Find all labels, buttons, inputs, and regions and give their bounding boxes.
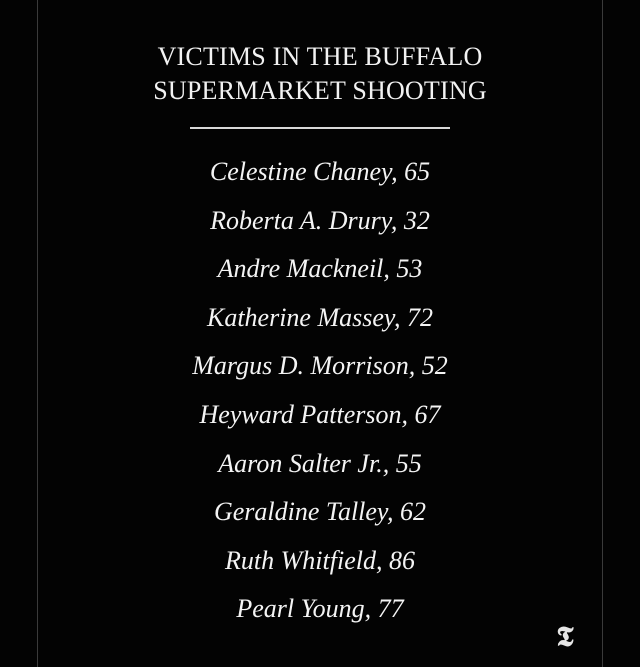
victim-item: Geraldine Talley, 62 [213, 497, 427, 527]
title-divider [190, 127, 450, 129]
victim-item: Pearl Young, 77 [236, 594, 404, 624]
nyt-t-logo-icon: 𝕿 [556, 620, 574, 653]
victim-item: Aaron Salter Jr., 55 [218, 448, 422, 478]
victim-item: Heyward Patterson, 67 [199, 399, 441, 429]
victim-item: Roberta A. Drury, 32 [210, 205, 430, 235]
victims-list [0, 148, 640, 634]
victim-item: Andre Mackneil, 53 [217, 254, 423, 284]
page-title [0, 40, 640, 108]
title-line-1: VICTIMS IN THE BUFFALO [157, 42, 483, 71]
victim-item: Celestine Chaney, 65 [209, 157, 431, 186]
title-line-2: SUPERMARKET SHOOTING [153, 76, 487, 105]
victim-item: Ruth Whitfield, 86 [225, 545, 415, 575]
victim-item: Margus D. Morrison, 52 [192, 351, 448, 381]
victim-item: Katherine Massey, 72 [206, 302, 434, 332]
